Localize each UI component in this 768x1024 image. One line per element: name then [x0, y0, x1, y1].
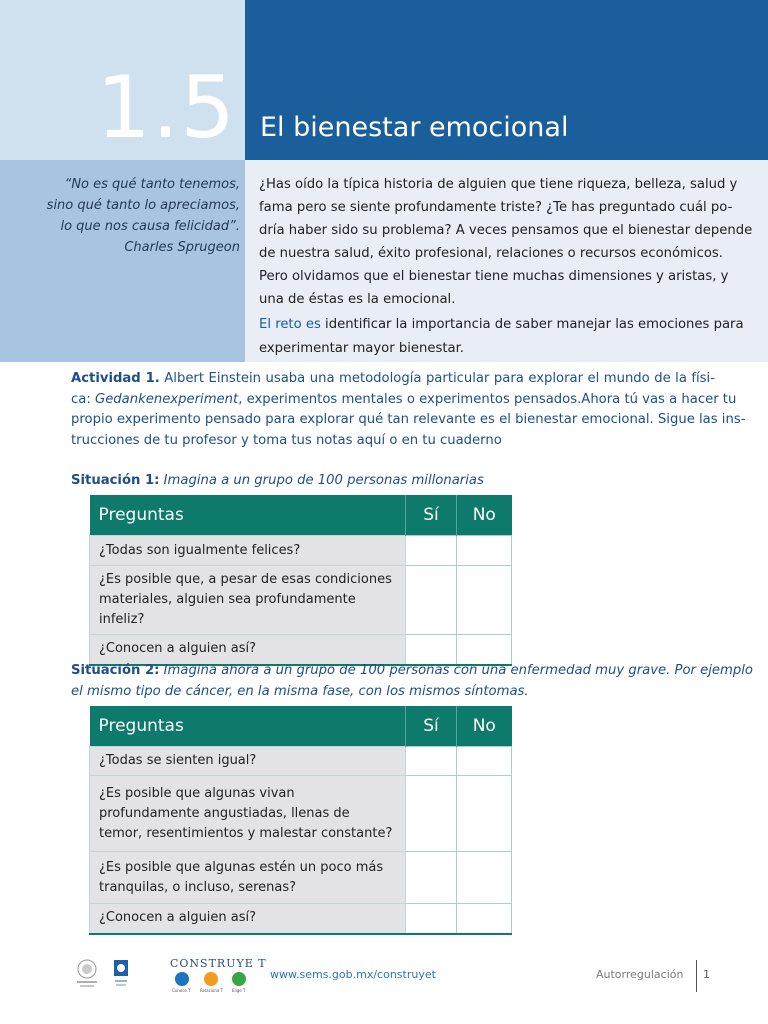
quote-author: Charles Sprugeon	[124, 240, 240, 255]
reto-line-2: experimentar mayor bienestar.	[259, 341, 464, 356]
situation-1-heading: Situación 1: Imagina a un grupo de 100 personas millonarias	[71, 473, 484, 488]
quote	[40, 174, 240, 258]
answer-no-box[interactable]	[457, 904, 512, 934]
answer-yes-box[interactable]	[406, 536, 457, 566]
table-header-no: No	[457, 495, 512, 536]
table-header-yes: Sí	[406, 706, 457, 747]
activity-label: Actividad 1.	[71, 371, 160, 386]
page-number: 1	[703, 968, 710, 981]
icon-caption: Conoce T	[172, 988, 191, 993]
question-cell: ¿Es posible que algunas estén un poco más tranquilas, o incluso, serenas?	[90, 852, 406, 904]
answer-yes-box[interactable]	[406, 566, 457, 635]
page-title: El bienestar emocional	[260, 112, 569, 143]
situation-2-table	[89, 706, 512, 935]
intro-line: una de éstas es la emocional.	[259, 292, 456, 307]
answer-yes-box[interactable]	[406, 904, 457, 934]
answer-yes-box[interactable]	[406, 776, 457, 852]
footer-divider	[696, 960, 697, 992]
question-cell: ¿Todas son igualmente felices?	[90, 536, 406, 566]
answer-no-box[interactable]	[457, 776, 512, 852]
question-cell: ¿Es posible que, a pesar de esas condiciones materiales, alguien sea profundamente infeliz?	[90, 566, 406, 635]
elige-t-icon	[232, 972, 246, 986]
footer-url-link[interactable]: www.sems.gob.mx/construyet	[270, 968, 436, 981]
activity-line: propio experimento pensado para explorar qué tan relevante es el bienestar emocional. Sigue las ins-	[71, 412, 746, 427]
footer-section: Autorregulación	[596, 968, 684, 981]
question-cell: ¿Conocen a alguien así?	[90, 635, 406, 665]
situation-1-table	[89, 495, 512, 666]
answer-no-box[interactable]	[457, 852, 512, 904]
activity-term: Gedankenexperiment	[94, 391, 239, 407]
answer-no-box[interactable]	[457, 566, 512, 635]
intro-text	[259, 173, 753, 360]
intro-line: fama pero se siente profundamente triste? ¿Te has preguntado cuál po-	[259, 200, 733, 215]
quote-line: lo que nos causa felicidad”.	[60, 219, 240, 234]
activity-text	[71, 369, 746, 451]
intro-line: dría haber sido su problema? A veces pensamos que el bienestar depende	[259, 223, 753, 238]
table-header-yes: Sí	[406, 495, 457, 536]
reto-text: identificar la importancia de saber manejar las emociones para	[320, 317, 744, 332]
situation-2-heading: Situación 2: Imagina ahora a un grupo de 100 personas con una enfermedad muy grave. Por ejemplo el mismo tipo de cáncer, en la misma fase, con los mismos síntomas.	[71, 663, 753, 699]
intro-line: ¿Has oído la típica historia de alguien que tiene riqueza, belleza, salud y	[259, 177, 738, 192]
intro-line: de nuestra salud, éxito profesional, relaciones o recursos económicos.	[259, 246, 723, 261]
reto-label: El reto es	[259, 317, 321, 332]
activity-line: ca: Gedankenexperiment, experimentos mentales o experimentos pensados.Ahora tú vas a hacer tu	[71, 391, 737, 407]
conoce-t-icon	[175, 972, 189, 986]
intro-line: Pero olvidamos que el bienestar tiene muchas dimensiones y aristas, y	[259, 269, 729, 284]
question-cell: ¿Conocen a alguien así?	[90, 904, 406, 934]
relaciona-t-icon	[204, 972, 218, 986]
table-header-questions: Preguntas	[90, 706, 406, 747]
table-header-questions: Preguntas	[90, 495, 406, 536]
undp-logo-icon	[112, 958, 130, 990]
quote-line: sino qué tanto lo apreciamos,	[46, 198, 240, 213]
answer-yes-box[interactable]	[406, 852, 457, 904]
icon-caption: Elige T	[232, 988, 246, 993]
activity-line: trucciones de tu profesor y toma tus notas aquí o en tu cuaderno	[71, 432, 502, 448]
table-header-no: No	[457, 706, 512, 747]
question-cell: ¿Es posible que algunas vivan profundamente angustiadas, llenas de temor, resentimientos y malestar constante?	[90, 776, 406, 852]
answer-yes-box[interactable]	[406, 747, 457, 776]
reto-line	[259, 313, 744, 337]
sep-seal-icon	[74, 958, 100, 990]
answer-no-box[interactable]	[457, 747, 512, 776]
construye-t-brand: CONSTRUYE T	[170, 957, 267, 970]
quote-line: “No es qué tanto tenemos,	[64, 177, 240, 192]
section-number: 1.5	[96, 58, 236, 158]
icon-caption: Relaciona T	[200, 988, 224, 993]
answer-no-box[interactable]	[457, 536, 512, 566]
activity-line: Actividad 1. Albert Einstein usaba una metodología particular para explorar el mundo de la físi-	[71, 371, 715, 386]
question-cell: ¿Todas se sienten igual?	[90, 747, 406, 776]
